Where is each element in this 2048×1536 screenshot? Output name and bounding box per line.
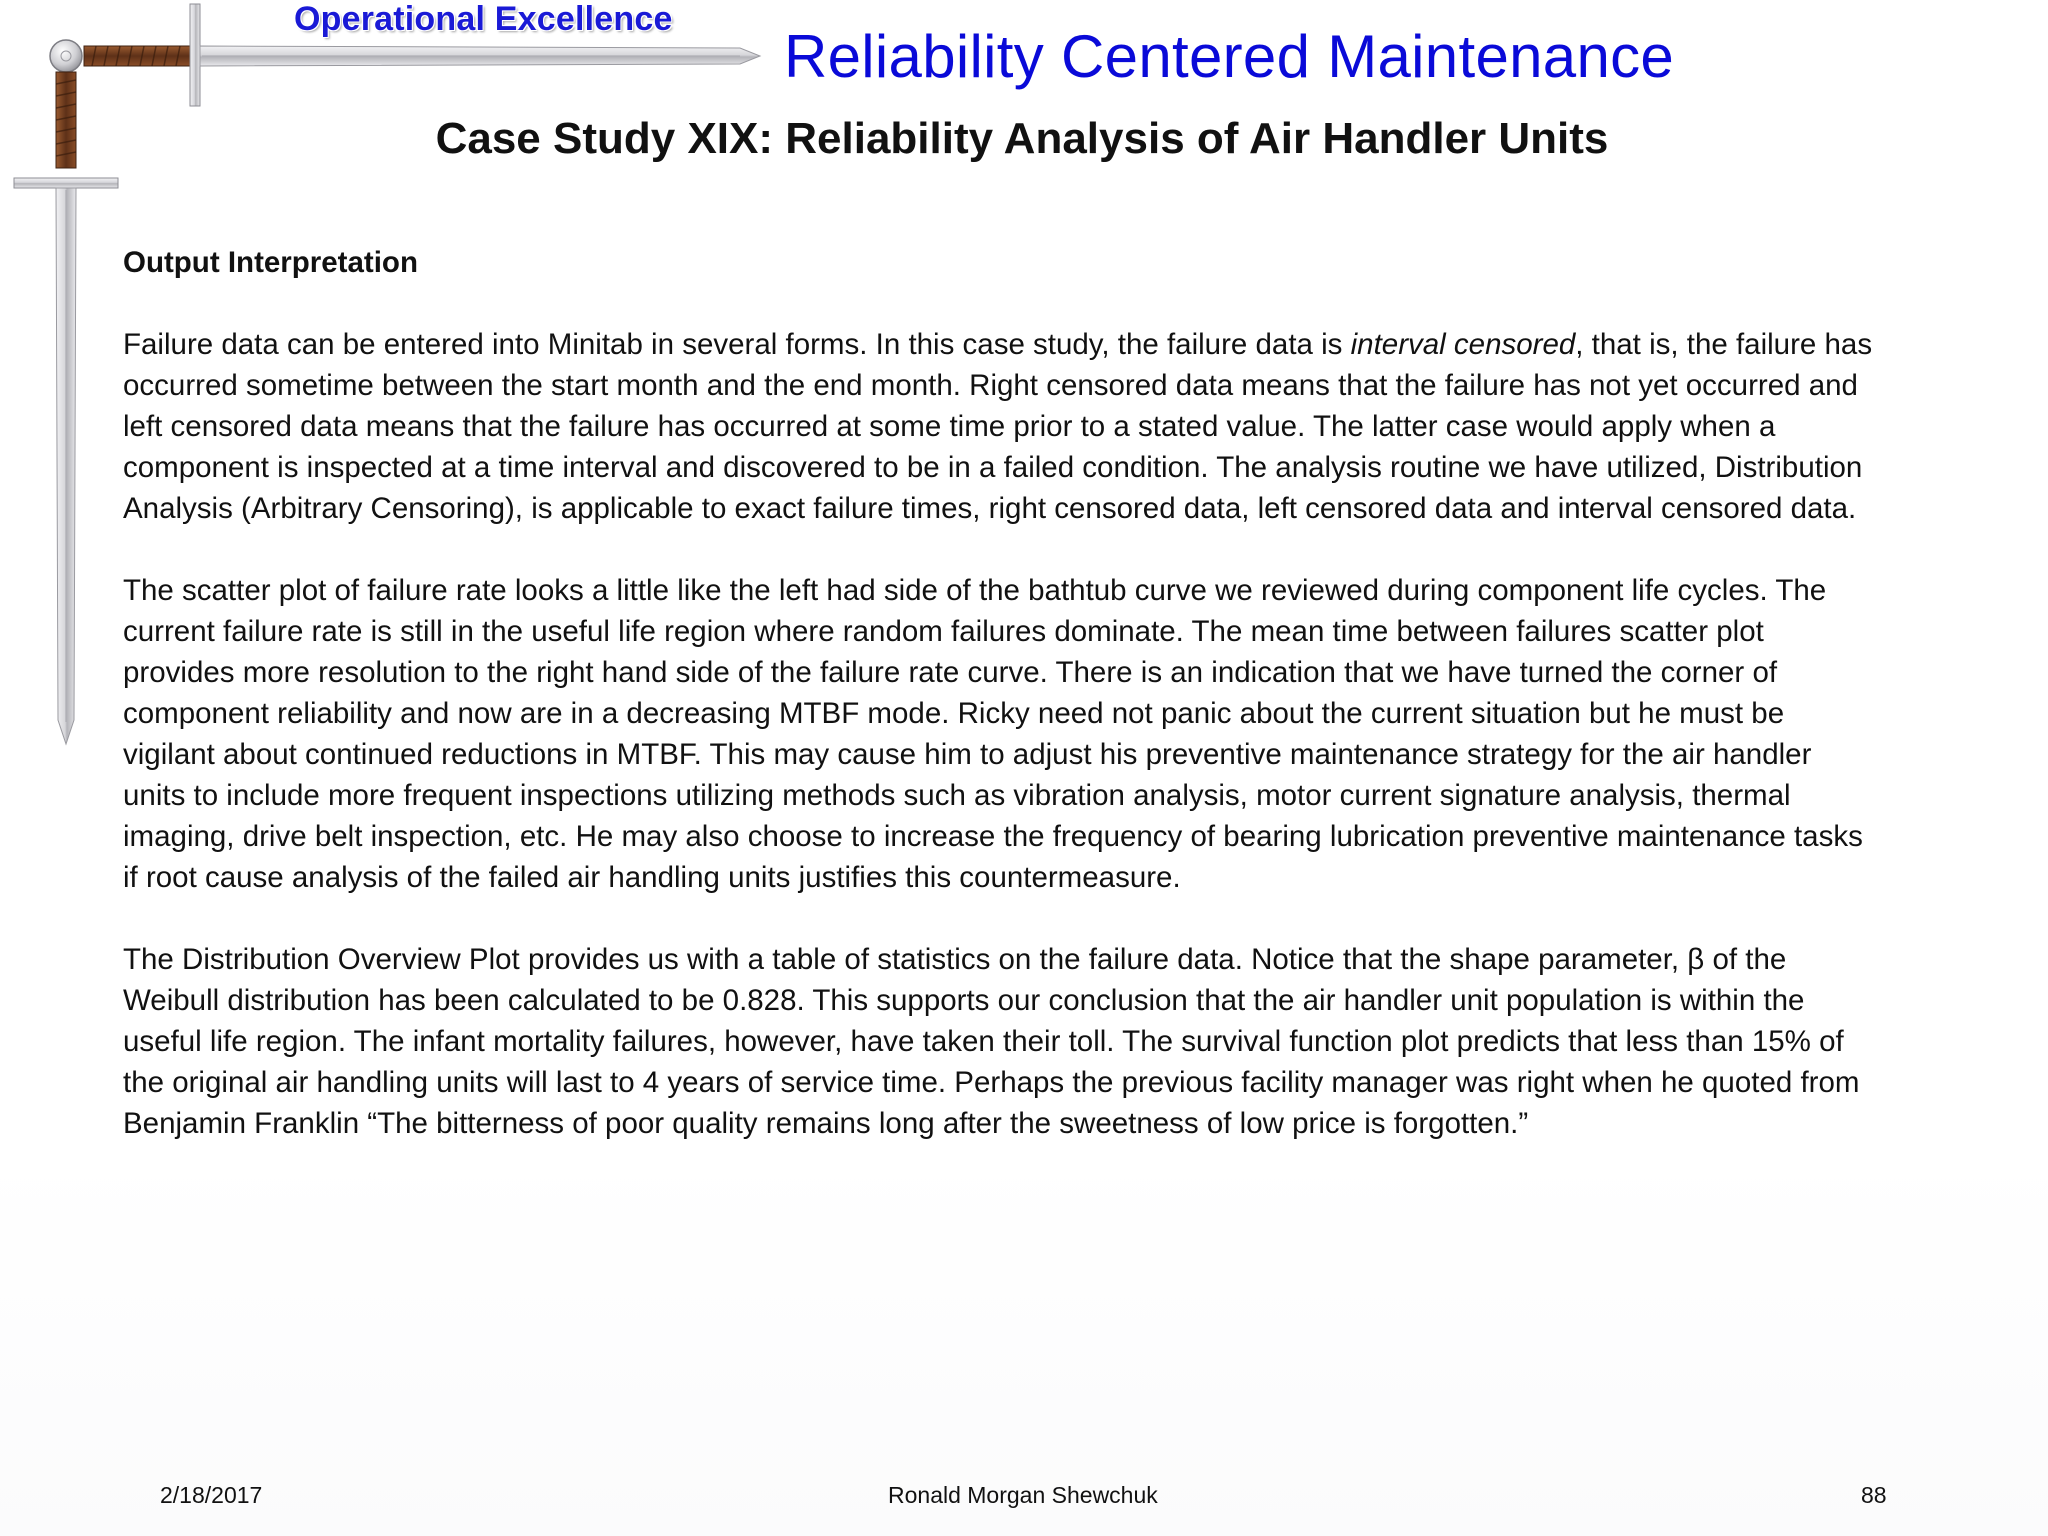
subtitle-text: Case Study XIX: Reliability Analysis of Air Handler Units [435, 114, 1609, 163]
paragraph-line: imaging, drive belt inspection, etc. He may also choose to increase the frequency of bearing lubrication preventive maintenance tasks [123, 820, 1863, 853]
paragraph-line: units to include more frequent inspections utilizing methods such as vibration analysis, motor current signature analysis, thermal [123, 779, 1791, 812]
paragraph-distribution-overview [123, 939, 2003, 1144]
paragraph-line: The Distribution Overview Plot provides us with a table of statistics on the failure data. Notice that the shape parameter, β of the [123, 943, 1787, 976]
paragraph-line: current failure rate is still in the useful life region where random failures dominate. The mean time between failures scatter plot [123, 615, 1764, 648]
paragraph-line: left censored data means that the failure has occurred at some time prior to a stated value. The latter case would apply when a [123, 410, 1776, 443]
footer-author: Ronald Morgan Shewchuk [888, 1482, 1158, 1508]
paragraph-line: The scatter plot of failure rate looks a little like the left had side of the bathtub curve we reviewed during component life cycles. The [123, 574, 1827, 607]
paragraph-line: Weibull distribution has been calculated to be 0.828. This supports our conclusion that the air handler unit population is within the [123, 984, 1805, 1017]
section-heading: Output Interpretation [123, 246, 418, 279]
paragraph-line: vigilant about continued reductions in MTBF. This may cause him to adjust his preventive maintenance strategy for the air handler [123, 738, 1812, 771]
paragraph-line: Benjamin Franklin “The bitterness of poor quality remains long after the sweetness of low price is forgotten.” [123, 1107, 1529, 1140]
paragraph-line: Failure data can be entered into Minitab in several forms. In this case study, the failure data is interval censored, that is, the failure has [123, 328, 1873, 361]
page-number: 88 [1861, 1482, 1887, 1508]
paragraph-line: Analysis (Arbitrary Censoring), is applicable to exact failure times, right censored data, left censored data and interval censored data. [123, 492, 1857, 525]
paragraph-line: occurred sometime between the start month and the end month. Right censored data means that the failure has not yet occurred and [123, 369, 1858, 402]
paragraph-line: useful life region. The infant mortality failures, however, have taken their toll. The survival function plot predicts that less than 15% of [123, 1025, 1844, 1058]
paragraph-line: component is inspected at a time interval and discovered to be in a failed condition. The analysis routine we have utilized, Distribution [123, 451, 1863, 484]
paragraph-censoring [123, 324, 2003, 529]
emphasis-text: interval censored [1350, 328, 1576, 361]
footer-date: 2/18/2017 [160, 1482, 263, 1508]
brand-label: Operational Excellence [294, 0, 673, 38]
paragraph-line: provides more resolution to the right hand side of the failure rate curve. There is an indication that we have turned the corner of [123, 656, 1778, 689]
paragraph-line: the original air handling units will last to 4 years of service time. Perhaps the previous facility manager was right when he quoted from [123, 1066, 1860, 1099]
paragraph-line: component reliability and now are in a decreasing MTBF mode. Ricky need not panic about the current situation but he must be [123, 697, 1785, 730]
page-title: Reliability Centered Maintenance [784, 23, 1675, 90]
paragraph-line: if root cause analysis of the failed air handling units justifies this countermeasure. [123, 861, 1181, 894]
paragraph-failure-rate [123, 570, 2003, 898]
body-content [123, 242, 2003, 1185]
case-study-subtitle [0, 114, 2048, 164]
